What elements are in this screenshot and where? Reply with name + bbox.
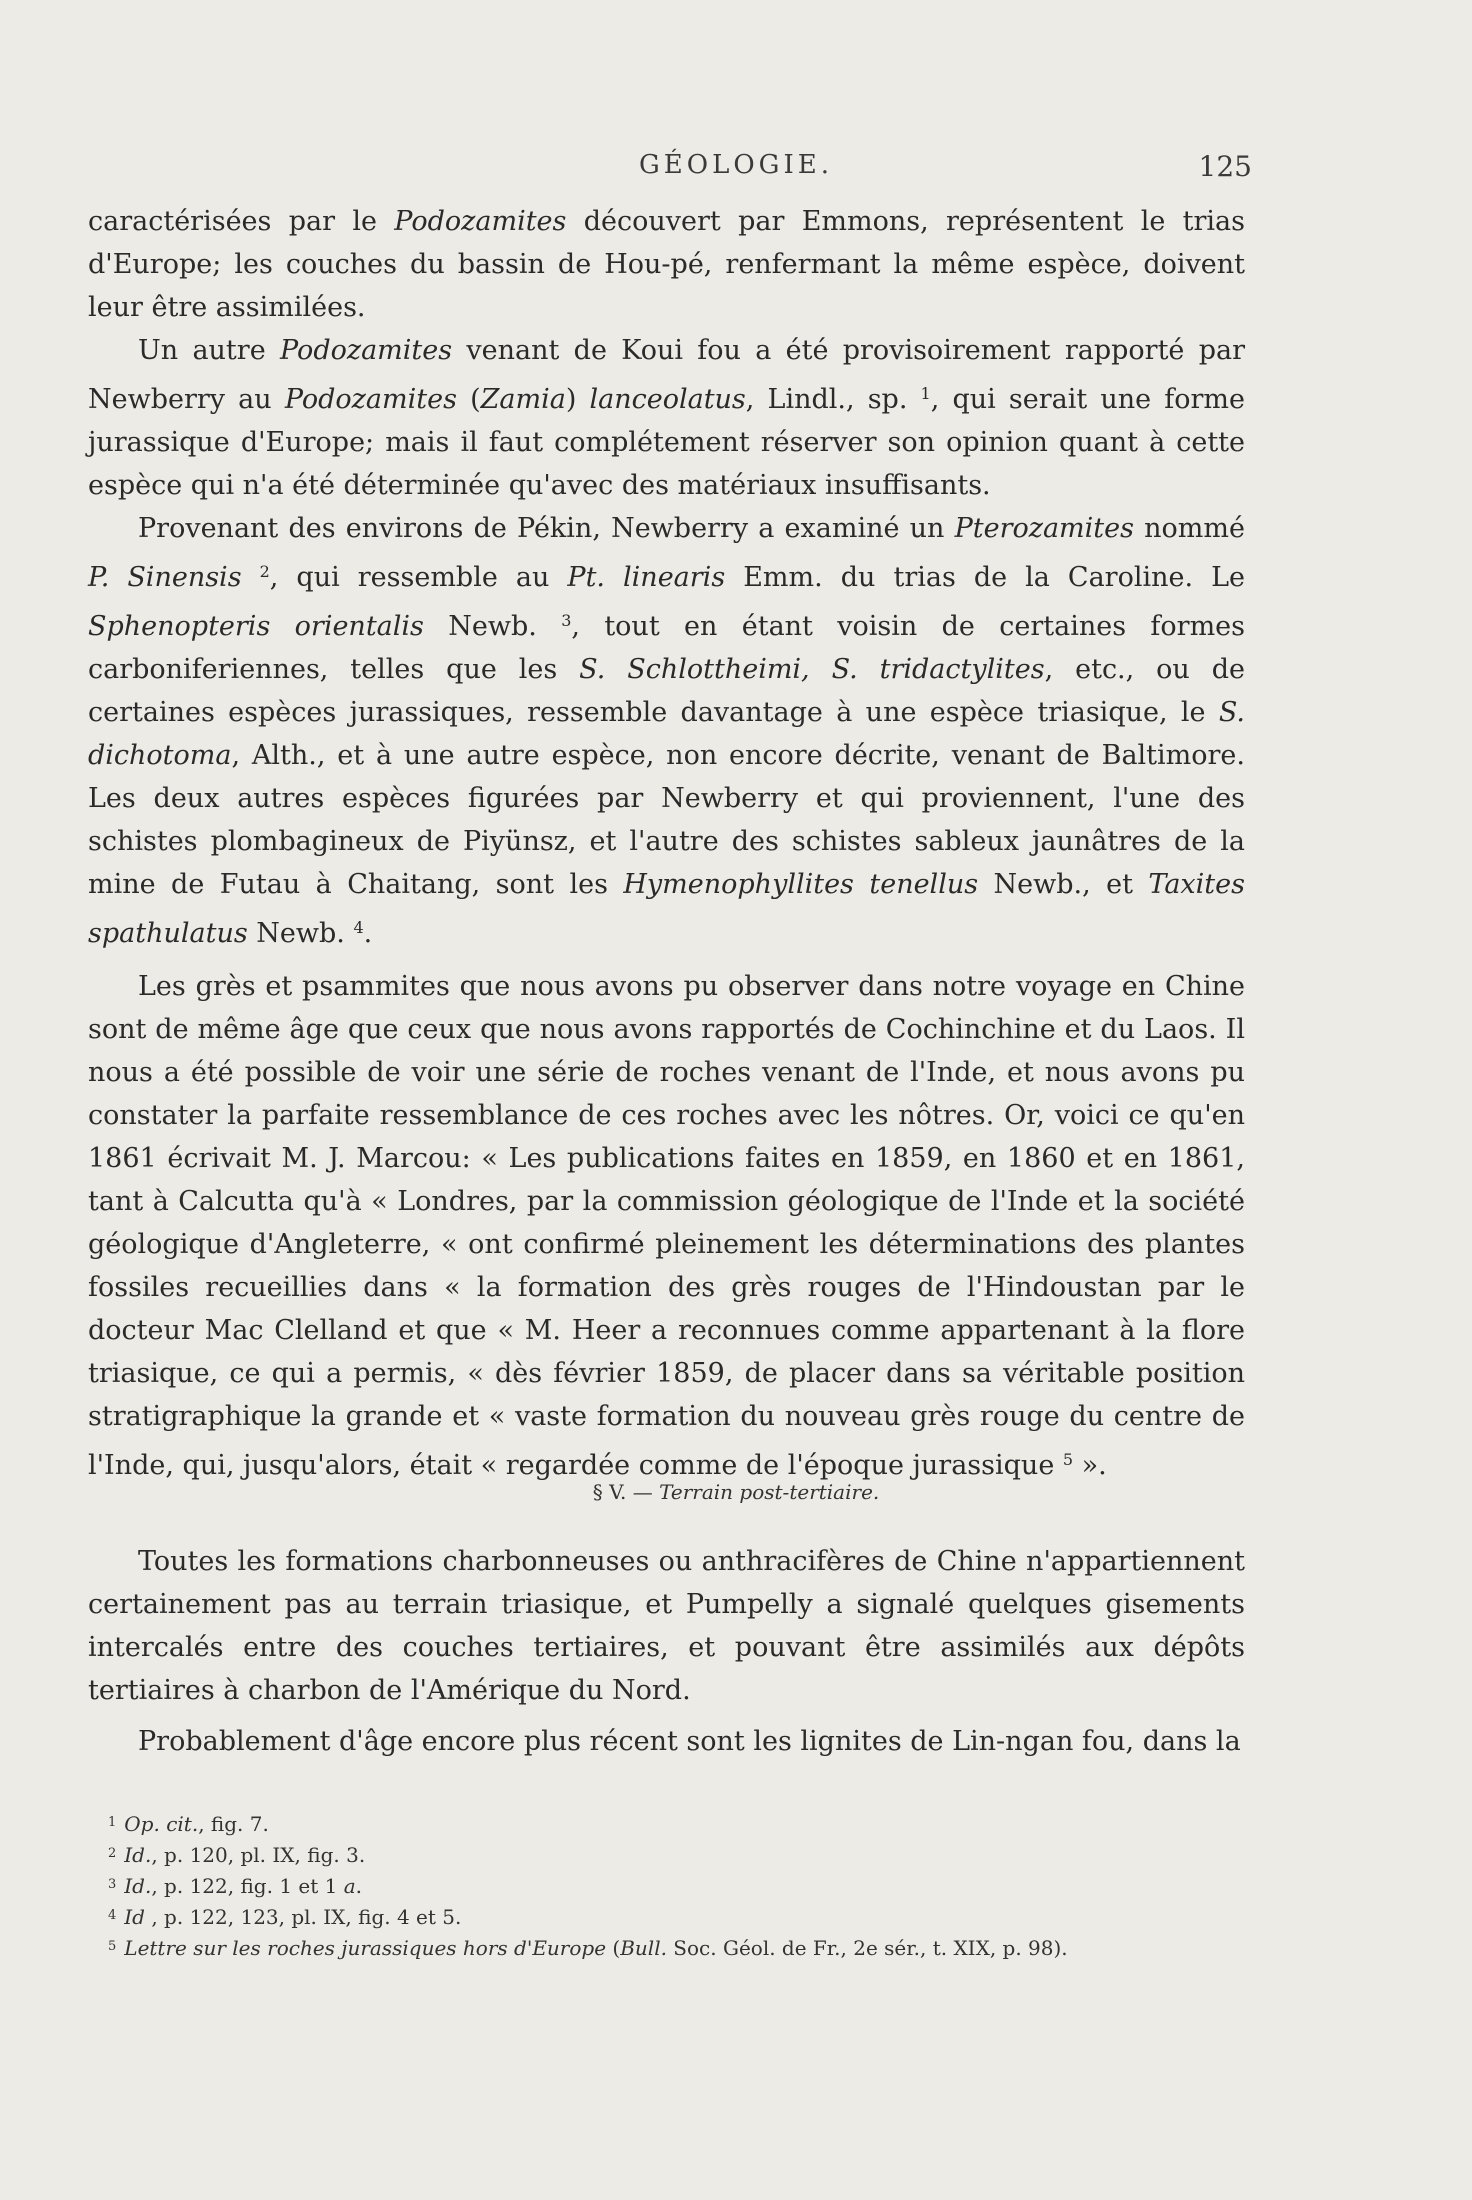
text-run: , Lindl., sp. <box>745 384 921 415</box>
text-run: Provenant des environs de Pékin, Newberry a examiné un <box>138 513 955 544</box>
italic-text: Pterozamites <box>954 513 1134 544</box>
italic-text: Pt. linearis <box>567 562 726 593</box>
text-run: , p. 122, fig. 1 et 1 <box>151 1874 344 1898</box>
paragraph-1 <box>88 200 1245 329</box>
italic-text: Lettre sur les roches jurassiques hors d'Europe <box>124 1936 607 1960</box>
italic-text: Podozamites <box>394 206 567 237</box>
footnote-ref: 5 <box>1062 1450 1074 1469</box>
italic-text: lanceolatus <box>589 384 746 415</box>
footnote-number: 3 <box>108 1877 117 1892</box>
italic-text: S. Schlottheimi, S. tridactylites <box>579 654 1045 685</box>
text-run: , qui serait une forme jurassique d'Europe; mais il faut complétement réserver son opinion quant à cette espèce qui n'a été déterminée qu'avec des matériaux insuffisants. <box>88 384 1245 501</box>
text-run: venant de Koui fou a été provisoirement rapporté par Newberry au <box>88 335 1245 415</box>
italic-text: Podozamites <box>279 335 453 366</box>
section-heading <box>0 1480 1472 1504</box>
section-label: § V. — <box>592 1480 660 1504</box>
italic-text: Bull. <box>620 1936 667 1960</box>
text-run: . <box>363 918 373 949</box>
paragraph-2 <box>88 329 1245 507</box>
paragraph-4 <box>88 965 1245 1487</box>
italic-text: Sphenopteris orientalis <box>88 611 424 642</box>
text-run: , p. 120, pl. IX, fig. 3. <box>151 1843 366 1867</box>
italic-text: Op. cit. <box>124 1812 199 1836</box>
text-run: ( <box>606 1936 621 1960</box>
italic-text: Id <box>124 1905 145 1929</box>
text-run: Probablement d'âge encore plus récent sont les lignites de Lin-ngan fou, dans la <box>138 1726 1241 1757</box>
footnote-number: 5 <box>108 1939 117 1954</box>
text-run: Newb. <box>423 611 562 642</box>
footnote-4 <box>108 1901 1208 1932</box>
text-run: , tout en étant voisin de certaines formes carboniferiennes, telles que les <box>88 611 1246 685</box>
text-run: Les grès et psammites que nous avons pu observer dans notre voyage en Chine sont de même âge que ceux que nous avons rapportés de Cochinchine et du Laos. Il nous a été possible de voir une série de roches venant de l'Inde, et nous avons pu constater la parfaite ressemblance de ces roches avec les nôtres. Or, voici ce qu'en 1861 écrivait M. J. Marcou: « Les publications faites en 1859, en 1860 et en 1861, tant à Calcutta qu'à « Londres, par la commission géologique de l'Inde et la société géologique d'Angleterre, « ont confirmé pleinement les déterminations des plantes fossiles recueillies dans « la formation des grès rouges de l'Hindoustan par le docteur Mac Clelland et que « M. Heer a reconnues comme appartenant à la flore triasique, ce qui a permis, « dès février 1859, de placer dans sa véritable position stratigraphique la grande et « vaste formation du nouveau grès rouge du centre de l'Inde, qui, jusqu'alors, était « regardée comme de l'époque jurassique <box>88 971 1245 1481</box>
text-run: nommé <box>1133 513 1245 544</box>
italic-text: Taxites spathulatus <box>88 869 1245 949</box>
italic-text: Zamia <box>480 384 566 415</box>
text-run: , p. 122, 123, pl. IX, fig. 4 et 5. <box>144 1905 462 1929</box>
text-run: Soc. Géol. de Fr., 2e sér., t. XIX, p. 98). <box>666 1936 1068 1960</box>
paragraph-5 <box>88 1540 1245 1712</box>
section-title: Terrain post-tertiaire. <box>659 1480 880 1504</box>
italic-text: S. dichotoma <box>88 697 1245 771</box>
footnote-number: 4 <box>108 1908 117 1923</box>
italic-text: a <box>343 1874 356 1898</box>
text-run: ». <box>1073 1450 1107 1481</box>
footnote-number: 1 <box>108 1815 117 1830</box>
italic-text: Id. <box>124 1843 152 1867</box>
footnote-ref: 2 <box>259 562 270 581</box>
text-run: Newb., et <box>978 869 1149 900</box>
paragraph-3 <box>88 507 1245 955</box>
section-text <box>88 1540 1245 1763</box>
text-run: découvert par Emmons, représentent le trias d'Europe; les couches du bassin de Hou-pé, renfermant la même espèce, doivent leur être assimilées. <box>88 206 1245 323</box>
italic-text: P. Sinensis <box>88 562 242 593</box>
text-run: Toutes les formations charbonneuses ou anthracifères de Chine n'appartiennent certainement pas au terrain triasique, et Pumpelly a signalé quelques gisements intercalés entre des couches tertiaires, et pouvant être assimilés aux dépôts tertiaires à charbon de l'Amérique du Nord. <box>88 1546 1245 1706</box>
running-title: GÉOLOGIE. <box>639 150 833 180</box>
text-run: ( <box>456 384 481 415</box>
running-header <box>0 150 1472 190</box>
text-run: Un autre <box>138 335 280 366</box>
text-run <box>242 562 260 593</box>
footnote-1 <box>108 1808 1208 1839</box>
text-run: ) <box>565 384 590 415</box>
text-run: , fig. 7. <box>198 1812 269 1836</box>
footnote-3 <box>108 1870 1208 1901</box>
footnote-number: 2 <box>108 1846 117 1861</box>
footnote-2 <box>108 1839 1208 1870</box>
text-run: caractérisées par le <box>88 206 395 237</box>
footnote-ref: 4 <box>353 918 364 937</box>
footnote-ref: 3 <box>561 611 572 630</box>
page-number: 125 <box>1198 150 1252 183</box>
paragraph-6 <box>88 1720 1245 1763</box>
main-text <box>88 200 1245 1487</box>
text-run: . <box>355 1874 363 1898</box>
italic-text: Id. <box>124 1874 152 1898</box>
text-run: Emm. du trias de la Caroline. Le <box>725 562 1245 593</box>
text-run: Newb. <box>247 918 354 949</box>
italic-text: Hymenophyllites tenellus <box>623 869 979 900</box>
footnotes <box>108 1808 1208 1963</box>
footnote-5 <box>108 1932 1208 1963</box>
text-run: , etc., ou de certaines espèces jurassiques, ressemble davantage à une espèce triasique, le <box>88 654 1246 728</box>
italic-text: Podozamites <box>284 384 457 415</box>
text-run: , qui ressemble au <box>269 562 568 593</box>
footnote-ref: 1 <box>920 384 931 403</box>
text-run: , Alth., et à une autre espèce, non encore décrite, venant de Baltimore. Les deux autres espèces figurées par Newberry et qui proviennent, l'une des schistes plombagineux de Piyünsz, et l'autre des schistes sableux jaunâtres de la mine de Futau à Chaitang, sont les <box>88 740 1245 900</box>
